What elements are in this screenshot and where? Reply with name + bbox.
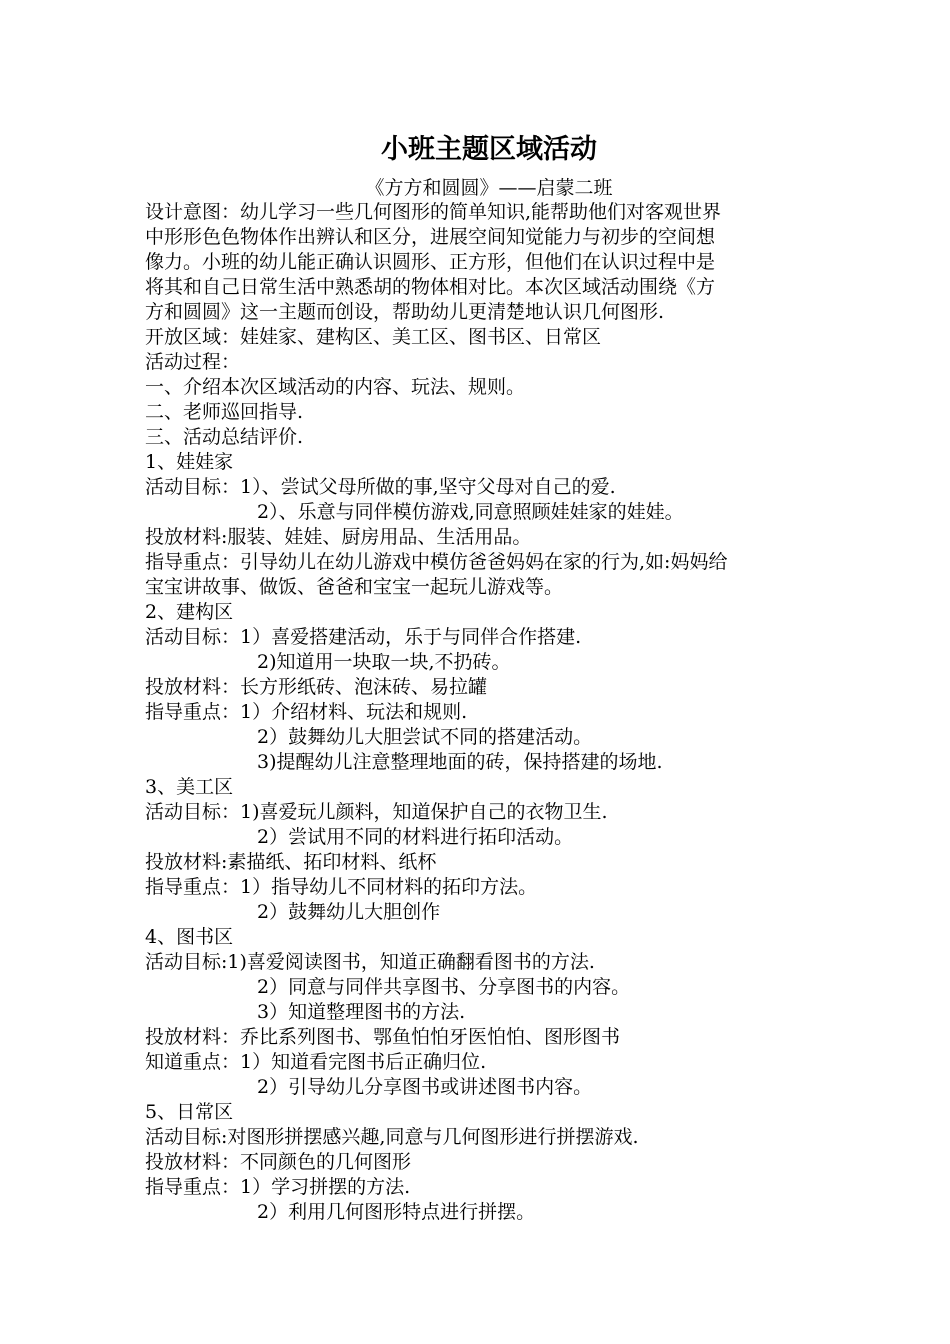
section-line: 活动目标:对图形拼摆感兴趣,同意与几何图形进行拼摆游戏. (145, 1126, 639, 1148)
section-line: 2）利用几何图形特点进行拼摆。 (257, 1201, 536, 1223)
section-line: 投放材料:素描纸、拓印材料、纸杯 (145, 851, 437, 873)
process-label: 活动过程： (145, 351, 241, 373)
section-line: 投放材料：长方形纸砖、泡沫砖、易拉罐 (145, 676, 488, 698)
section-heading: 2、建构区 (145, 601, 234, 623)
section-line: 3）知道整理图书的方法. (257, 1001, 466, 1023)
section-line: 指导重点：1）学习拼摆的方法. (145, 1176, 411, 1198)
section-heading: 4、图书区 (145, 926, 234, 948)
open-areas: 开放区域：娃娃家、建构区、美工区、图书区、日常区 (145, 326, 602, 348)
section-line: 活动目标:1)喜爱阅读图书，知道正确翻看图书的方法. (145, 951, 595, 973)
process-step: 二、老师巡回指导. (145, 401, 304, 423)
section-line: 活动目标：1）喜爱搭建活动，乐于与同伴合作搭建. (145, 626, 582, 648)
section-line: 活动目标：1）、尝试父母所做的事,坚守父母对自己的爱. (145, 476, 616, 498)
section-line: 投放材料：乔比系列图书、鄂鱼怕怕牙医怕怕、图形图书 (145, 1026, 621, 1048)
section-heading: 5、日常区 (145, 1101, 234, 1123)
intro-line: 将其和自己日常生活中熟悉胡的物体相对比。本次区域活动围绕《方 (145, 276, 716, 298)
section-line: 指导重点：1）介绍材料、玩法和规则. (145, 701, 468, 723)
section-line: 2）尝试用不同的材料进行拓印活动。 (257, 826, 574, 848)
intro-line: 像力。小班的幼儿能正确认识圆形、正方形，但他们在认识过程中是 (145, 251, 716, 273)
intro-line: 设计意图：幼儿学习一些几何图形的简单知识,能帮助他们对客观世界 (145, 201, 722, 223)
document-title: 小班主题区域活动 (381, 134, 597, 165)
section-line: 2）、乐意与同伴模仿游戏,同意照顾娃娃家的娃娃。 (257, 501, 684, 523)
section-line: 2）鼓舞幼儿大胆尝试不同的搭建活动。 (257, 726, 593, 748)
section-line: 2)知道用一块取一块,不扔砖。 (257, 651, 511, 673)
section-line: 3)提醒幼儿注意整理地面的砖，保持搭建的场地. (257, 751, 663, 773)
section-heading: 3、美工区 (145, 776, 234, 798)
section-line: 活动目标：1)喜爱玩儿颜料，知道保护自己的衣物卫生. (145, 801, 608, 823)
section-line: 投放材料:服装、娃娃、厨房用品、生活用品。 (145, 526, 532, 548)
section-line: 宝宝讲故事、做饭、爸爸和宝宝一起玩儿游戏等。 (145, 576, 564, 598)
document-body (145, 200, 835, 1225)
section-line: 指导重点：1）指导幼儿不同材料的拓印方法。 (145, 876, 538, 898)
process-step: 一、介绍本次区域活动的内容、玩法、规则。 (145, 376, 526, 398)
section-line: 知道重点：1）知道看完图书后正确归位. (145, 1051, 487, 1073)
document-subtitle: 《方方和圆圆》——启蒙二班 (365, 177, 613, 199)
intro-line: 方和圆圆》这一主题而创设，帮助幼儿更清楚地认识几何图形. (145, 301, 665, 323)
section-heading: 1、娃娃家 (145, 451, 234, 473)
section-line: 2）鼓舞幼儿大胆创作 (257, 901, 441, 923)
intro-line: 中形形色色物体作出辨认和区分，进展空间知觉能力与初步的空间想 (145, 226, 716, 248)
section-line: 指导重点：引导幼儿在幼儿游戏中模仿爸爸妈妈在家的行为,如:妈妈给 (145, 551, 728, 573)
section-line: 2）引导幼儿分享图书或讲述图书内容。 (257, 1076, 593, 1098)
section-line: 2）同意与同伴共享图书、分享图书的内容。 (257, 976, 631, 998)
process-step: 三、活动总结评价. (145, 426, 304, 448)
section-line: 投放材料：不同颜色的几何图形 (145, 1151, 412, 1173)
